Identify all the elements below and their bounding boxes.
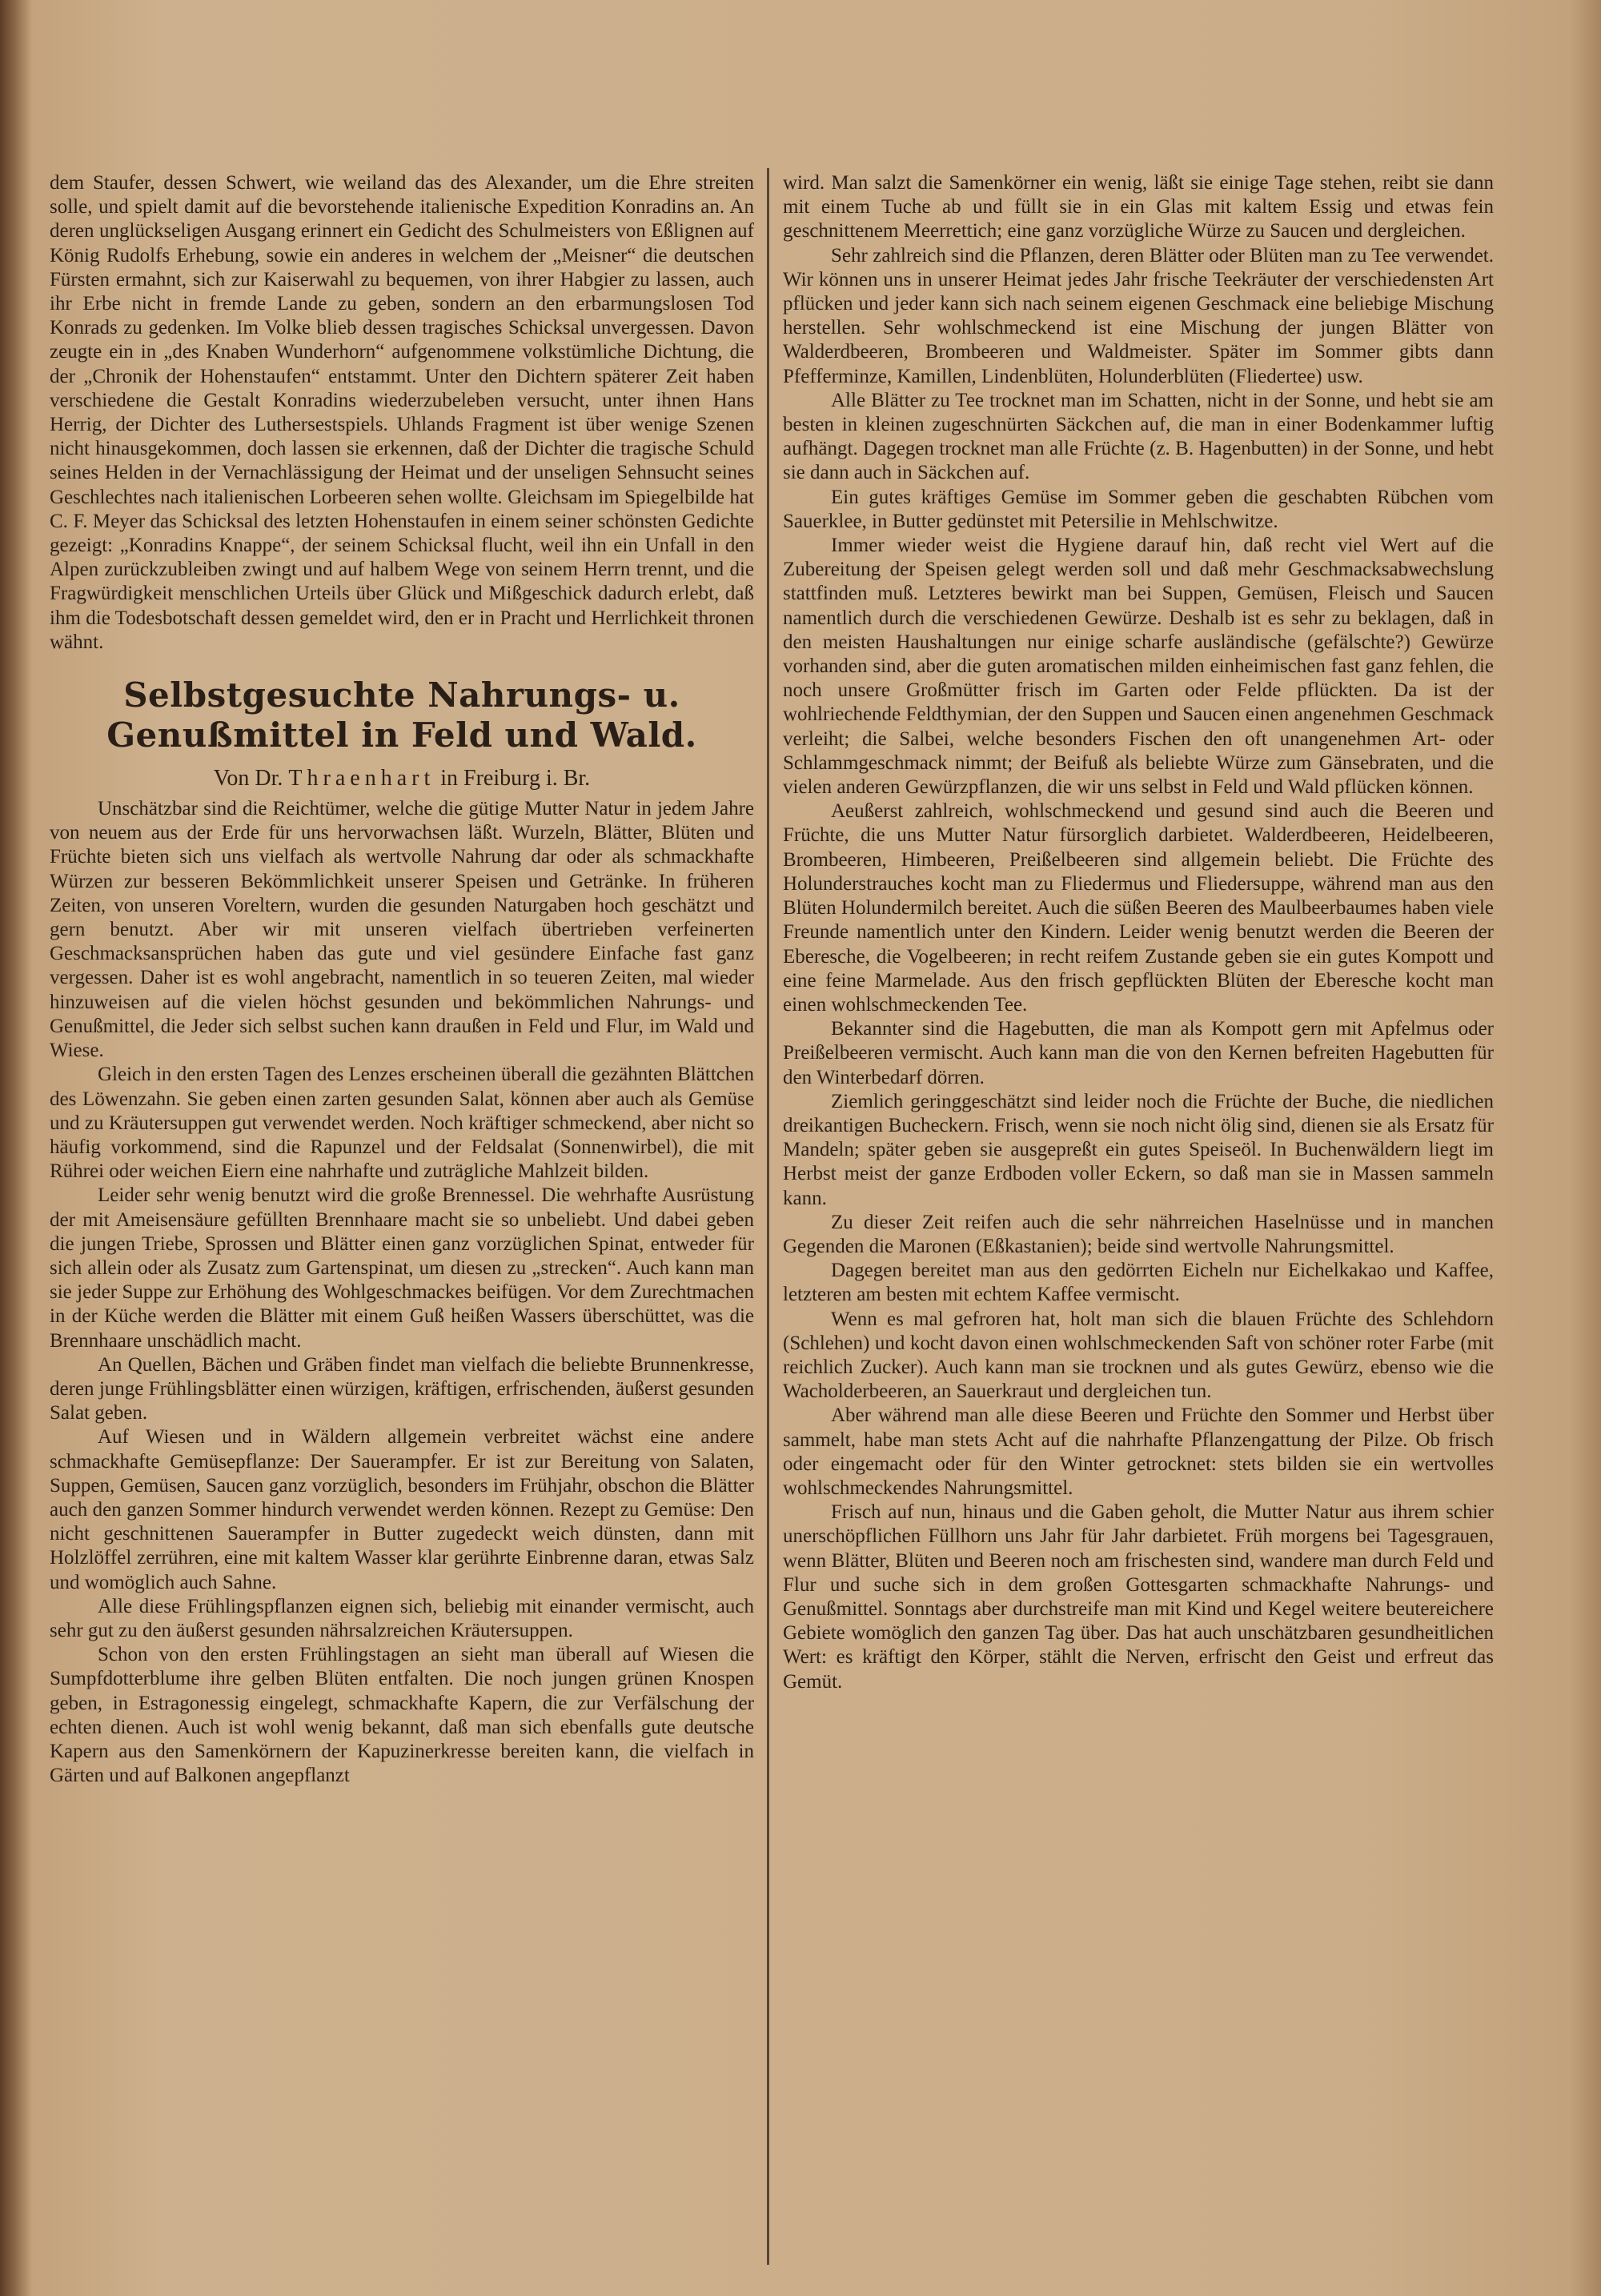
paragraph: Auf Wiesen und in Wäldern allgemein verbreitet wächst eine andere schmackhafte Gemüsepflanze: Der Sauerampfer. Er ist zur Bereitung von Salaten, Suppen, Gemüsen, Saucen ganz vorzüglich, besonders im Frühjahr, obschon die Blätter auch den ganzen Sommer hindurch verwendet werden können. Rezept zu Gemüse: Den nicht geschnittenen Sauerampfer in Butter zugedeckt weich dünsten, dann mit Holzlöffel zerrühren, eine mit kaltem Wasser klar gerührte Einbrenne daran, etwas Salz und womöglich auch Sahne. (50, 1426, 754, 1593)
paragraph: Alle diese Frühlingspflanzen eignen sich, beliebig mit einander vermischt, auch sehr gut zu den äußerst gesunden nährsalzreichen Kräutersuppen. (50, 1595, 754, 1641)
article-title: Selbstgesuchte Nahrungs- u. Genußmittel in Feld und Wald. (106, 675, 697, 755)
paragraph: Sehr zahlreich sind die Pflanzen, deren Blätter oder Blüten man zu Tee verwendet. Wir können uns in unserer Heimat jedes Jahr frische Teekräuter der verschiedensten Art pflücken und jeder kann sich nach seinem eigenen Geschmack eine beliebige Mischung herstellen. Sehr wohlschmeckend ist eine Mischung der jungen Blätter von Walderdbeeren, Brombeeren und Waldmeister. Später im Sommer gibts dann Pfefferminze, Kamillen, Lindenblüten, Holunderblüten (Fliedertee) usw. (783, 244, 1494, 387)
paragraph: Zu dieser Zeit reifen auch die sehr nährreichen Haselnüsse und in manchen Gegenden die Maronen (Eßkastanien); beide sind wertvolle Nahrungsmittel. (783, 1211, 1494, 1257)
paragraph: Leider sehr wenig benutzt wird die große Brennessel. Die wehrhafte Ausrüstung der mit Ameisensäure gefüllten Brennhaare macht sie so unbeliebt. Und dabei geben die jungen Triebe, Sprossen und Blätter einen ganz vorzüglichen Spinat, entweder für sich allein oder als Zusatz zum Gartenspinat, um diesen zu „strecken“. Auch kann man sie jeder Suppe zur Erhöhung des Wohlgeschmackes beifügen. Vor dem Zurechtmachen in der Küche werden die Blätter mit einem Guß heißen Wassers überschüttet, was die Brennhaare unschädlich macht. (50, 1184, 754, 1352)
paragraph: Bekannter sind die Hagebutten, die man als Kompott gern mit Apfelmus oder Preißelbeeren vermischt. Auch kann man die von den Kernen befreiten Hagebutten für den Winterbedarf dörren. (783, 1018, 1494, 1088)
paragraph: Gleich in den ersten Tagen des Lenzes erscheinen überall die gezähnten Blättchen des Löwenzahn. Sie geben einen zarten gesunden Salat, können aber auch als Gemüse und zu Kräutersuppen gut verwendet werden. Noch kräftiger schmeckend, aber nicht so häufig vorkommend, sind die Rapunzel und der Feldsalat (Sonnenwirbel), die mit Rührei oder weichen Eiern eine nahrhafte und zuträgliche Mahlzeit bilden. (50, 1064, 754, 1183)
byline-author: Thraenhart (288, 766, 435, 791)
paragraph: Schon von den ersten Frühlingstagen an sieht man überall auf Wiesen die Sumpfdotterblume ihre gelben Blüten entfalten. Die noch jungen grünen Knospen geben, in Estragonessig eingelegt, schmackhafte Kapern, die zur Verfälschung der echten dienen. Auch ist wohl wenig bekannt, daß man sich ebenfalls gute deutsche Kapern aus den Samenkörnern der Kapuzinerkresse bereiten kann, die vielfach in Gärten und auf Balkonen angepflanzt (50, 1644, 754, 1787)
right-column (783, 171, 1494, 2252)
column-divider (767, 168, 769, 2265)
paragraph: Ziemlich geringgeschätzt sind leider noch die Früchte der Buche, die niedlichen dreikantigen Bucheckern. Frisch, wenn sie noch nicht ölig sind, dienen sie als Ersatz für Mandeln; später geben sie ausgepreßt ein gutes Speiseöl. In Buchenwäldern liegt im Herbst meist der ganze Erdboden voller Eckern, so daß man sie in Massen sammeln kann. (783, 1090, 1494, 1209)
paragraph: Dagegen bereitet man aus den gedörrten Eicheln nur Eichelkakao und Kaffee, letzteren am besten mit echtem Kaffee vermischt. (783, 1260, 1494, 1306)
paragraph: Unschätzbar sind die Reichtümer, welche die gütige Mutter Natur in jedem Jahre von neuem aus der Erde für uns hervorwachsen läßt. Wurzeln, Blätter, Blüten und Früchte bieten sich uns vielfach als wertvolle Nahrung dar oder als schmackhafte Würzen zur besseren Bekömmlichkeit unserer Speisen und Getränke. In früheren Zeiten, von unseren Voreltern, wurden die gesunden Naturgaben hoch geschätzt und gern benutzt. Aber wir mit unseren vielfach übertrieben verfeinerten Geschmacksansprüchen haben das gute und viel gesündere Einfache fast ganz vergessen. Daher ist es wohl angebracht, namentlich in so teueren Zeiten, mal wieder hinzuweisen auf die vielen höchst gesunden und bekömmlichen Nahrungs- und Genußmittel, die Jeder sich selbst suchen kann draußen in Feld und Flur, im Wald und Wiese. (50, 798, 754, 1062)
paragraph: An Quellen, Bächen und Gräben findet man vielfach die beliebte Brunnenkresse, deren junge Frühlingsblätter einen würzigen, kräftigen, erfrischenden, äußerst gesunden Salat geben. (50, 1353, 754, 1424)
byline-prefix: Von Dr. (213, 766, 283, 791)
paragraph: Aeußerst zahlreich, wohlschmeckend und gesund sind auch die Beeren und Früchte, die uns Mutter Natur fürsorglich darbietet. Walderdbeeren, Heidelbeeren, Brombeeren, Himbeeren, Preißelbeeren sind allgemein beliebt. Die Früchte des Holunderstrauches kocht man zu Fliedermus und Fliedersuppe, während man aus den Blüten Holundermilch bereitet. Auch die süßen Beeren des Maulbeerbaumes haben viele Freunde namentlich unter den Kindern. Leider wenig benutzt werden die Beeren der Eberesche, die Vogelbeeren; in recht reifem Zustande geben sie ein gutes Kompott und eine feine Marmelade. Aus den frisch gepflückten Blüten der Eberesche kocht man einen wohlschmeckenden Tee. (783, 800, 1494, 1016)
continued-paragraph: dem Staufer, dessen Schwert, wie weiland das des Alexander, um die Ehre streiten solle, und spielt damit auf die bevorstehende italienische Expedition Konradins an. An deren unglückseligen Ausgang erinnert ein Gedicht des Schulmeisters von Eßlignen auf König Rudolfs Erhebung, sowie ein anderes in welchem der „Meisner“ die deutschen Fürsten ermahnt, sich zur Kaiserwahl zu bequemen, von ihrer Habgier zu lassen, auch ihr Erbe nicht in fremde Lande zu geben, sondern an den erbarmungslosen Tod Konrads zu gedenken. Im Volke blieb dessen tragisches Schicksal unvergessen. Davon zeugte ein in „des Knaben Wunderhorn“ aufgenommene volkstümliche Dichtung, die der „Chronik der Hohenstaufen“ entstammt. Unter den Dichtern späterer Zeit haben verschiedene die Gestalt Konradins wiederzubeleben versucht, unter ihnen Hans Herrig, der Dichter des Luthersestspiels. Uhlands Fragment ist über wenige Szenen nicht hinausgekommen, doch lassen sie erkennen, daß der Dichter die tragische Schuld seines Helden in der Vernachlässigung der Heimat und der unseligen Sehnsucht seines Geschlechtes nach italienischen Lorbeeren sehen wollte. Gleichsam im Spiegelbilde hat C. F. Meyer das Schicksal des letzten Hohenstaufen in einem seiner schönsten Gedichte gezeigt: „Konradins Knappe“, der seinem Schicksal flucht, weil ihn ein Unfall in den Alpen zurückzubleiben zwingt und auf halbem Wege von seinem Herrn trennt, und die Fragwürdigkeit menschlichen Urteils über Glück und Mißgeschick dadurch erlebt, daß ihm die Todesbotschaft dessen gemeldet wird, den er in Pracht und Herrlichkeit thronen wähnt. (50, 172, 754, 653)
paragraph: Ein gutes kräftiges Gemüse im Sommer geben die geschabten Rübchen vom Sauerklee, in Butter gedünstet mit Petersilie in Mehlschwitze. (783, 486, 1494, 532)
paragraph: wird. Man salzt die Samenkörner ein wenig, läßt sie einige Tage stehen, reibt sie dann mit einem Tuche ab und füllt sie in ein Glas mit kaltem Essig und etwas fein geschnittenem Meerrettich; eine ganz vorzügliche Würze zu Saucen und dergleichen. (783, 172, 1494, 242)
byline (50, 763, 754, 794)
byline-suffix: in Freiburg i. Br. (440, 766, 591, 791)
paragraph: Frisch auf nun, hinaus und die Gaben geholt, die Mutter Natur aus ihrem schier unerschöpflichen Füllhorn uns Jahr für Jahr darbietet. Früh morgens bei Tagesgrauen, wenn Blätter, Blüten und Beeren noch am frischesten sind, wandere man durch Feld und Flur und suche sich in dem großen Gottesgarten schmackhafte Nahrungs- und Genußmittel. Sonntags aber durchstreife man mit Kind und Kegel weitere beutereichere Gebiete womöglich den ganzen Tag über. Das hat auch unschätzbaren gesundheitlichen Wert: es kräftigt den Körper, stählt die Nerven, erfrischt den Geist und erfreut das Gemüt. (783, 1501, 1494, 1693)
paragraph: Wenn es mal gefroren hat, holt man sich die blauen Früchte des Schlehdorn (Schlehen) und kocht davon einen wohlschmeckenden Saft von schöner roter Farbe (mit reichlich Zucker). Auch kann man sie trocknen und als gutes Gewürz, ebenso wie die Wacholderbeeren, an Sauerkraut und dergleichen tun. (783, 1308, 1494, 1403)
left-column (50, 171, 754, 2268)
paragraph: Aber während man alle diese Beeren und Früchte den Sommer und Herbst über sammelt, habe man stets Acht auf die nahrhafte Pflanzengattung der Pilze. Ob frisch oder eingemacht oder für den Winter getrocknet: stets bilden sie ein wertvolles wohlschmeckendes Nahrungsmittel. (783, 1404, 1494, 1499)
paragraph: Immer wieder weist die Hygiene darauf hin, daß recht viel Wert auf die Zubereitung der Speisen gelegt werden soll und daß mehr Geschmacksabwechslung stattfinden muß. Letzteres bewirkt man bei Suppen, Gemüsen, Fleisch und Saucen namentlich durch die verschiedenen Gewürze. Deshalb ist es sehr zu beklagen, daß in den meisten Haushaltungen nur einige scharfe ausländische (gefälschte?) Gewürze vorhanden sind, aber die guten aromatischen milden einheimischen fast ganz fehlen, die noch unsere Großmütter frisch im Garten oder Felde pflückten. Da ist der wohlriechende Feldthymian, der den Suppen und Saucen einen angenehmen Geschmack verleiht; die Salbei, welche besonders Fischen den oft unangenehmen Art- oder Schlammgeschmack nimmt; der Beifuß als beliebte Würze zum Gänsebraten, und die vielen anderen Gewürzpflanzen, die wir uns selbst in Feld und Wald pflücken können. (783, 535, 1494, 799)
paragraph: Alle Blätter zu Tee trocknet man im Schatten, nicht in der Sonne, und hebt sie am besten in kleinen zugeschnürten Säckchen auf, die man in einer Bodenkammer luftig aufhängt. Dagegen trocknet man alle Früchte (z. B. Hagenbutten) in der Sonne, und hebt sie dann auch in Säckchen auf. (783, 389, 1494, 484)
